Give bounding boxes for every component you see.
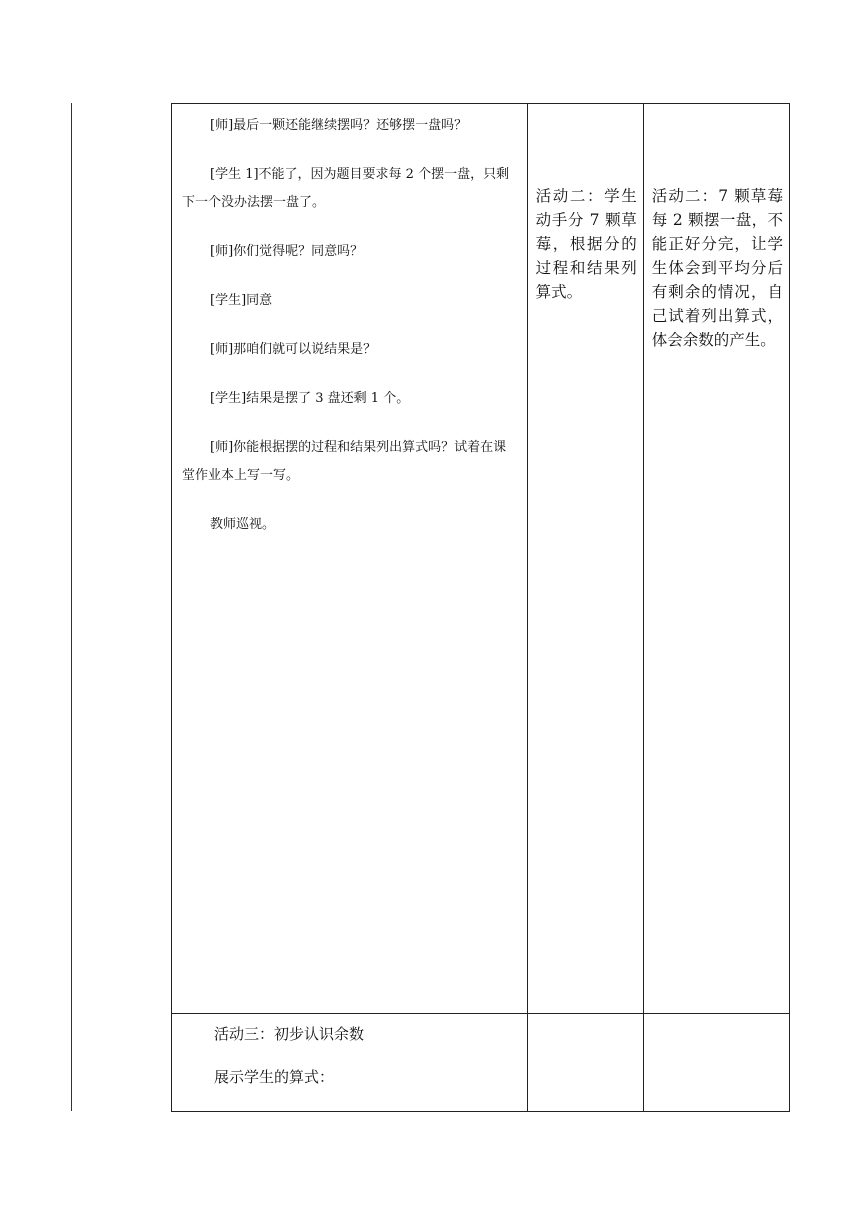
lesson-plan-table [171, 103, 790, 1112]
dialog-line-6: [学生]结果是摆了 3 盘还剩 1 个。 [210, 391, 410, 406]
dialog-line-2: [学生 1]不能了，因为题目要求每 2 个摆一盘，只剩下一个没办法摆一盘了。 [182, 167, 510, 210]
activity3-title: 活动三：初步认识余数 [214, 1025, 365, 1043]
table-row [172, 104, 790, 1014]
binding-margin-line [71, 103, 72, 1111]
dialog-line-1: [师]最后一颗还能继续摆吗？还够摆一盘吗？ [210, 118, 468, 133]
student-activity-text: 活动二：学生动手分 7 颗草莓，根据分的过程和结果列算式。 [535, 187, 637, 301]
dialog-line-5: [师]那咱们就可以说结果是？ [210, 342, 377, 357]
teaching-process-cell [172, 104, 528, 1014]
design-intent-cell [643, 104, 789, 1014]
dialog-line-8: 教师巡视。 [210, 517, 276, 532]
dialog-line-4: [学生]同意 [210, 293, 273, 308]
empty-cell [643, 1014, 789, 1112]
student-activity-cell [527, 104, 643, 1014]
dialog-line-7: [师]你能根据摆的过程和结果列出算式吗？试着在课堂作业本上写一写。 [182, 440, 507, 483]
empty-cell [527, 1014, 643, 1112]
dialog-block [172, 104, 527, 539]
activity3-cell [172, 1014, 528, 1112]
table-row [172, 1014, 790, 1112]
dialog-line-3: [师]你们觉得呢？同意吗？ [210, 244, 364, 259]
activity3-text: 展示学生的算式： [214, 1068, 335, 1086]
design-intent-text: 活动二：7 颗草莓每 2 颗摆一盘，不能正好分完，让学生体会到平均分后有剩余的情况，自己试着列出算式，体会余数的产生。 [651, 187, 783, 349]
